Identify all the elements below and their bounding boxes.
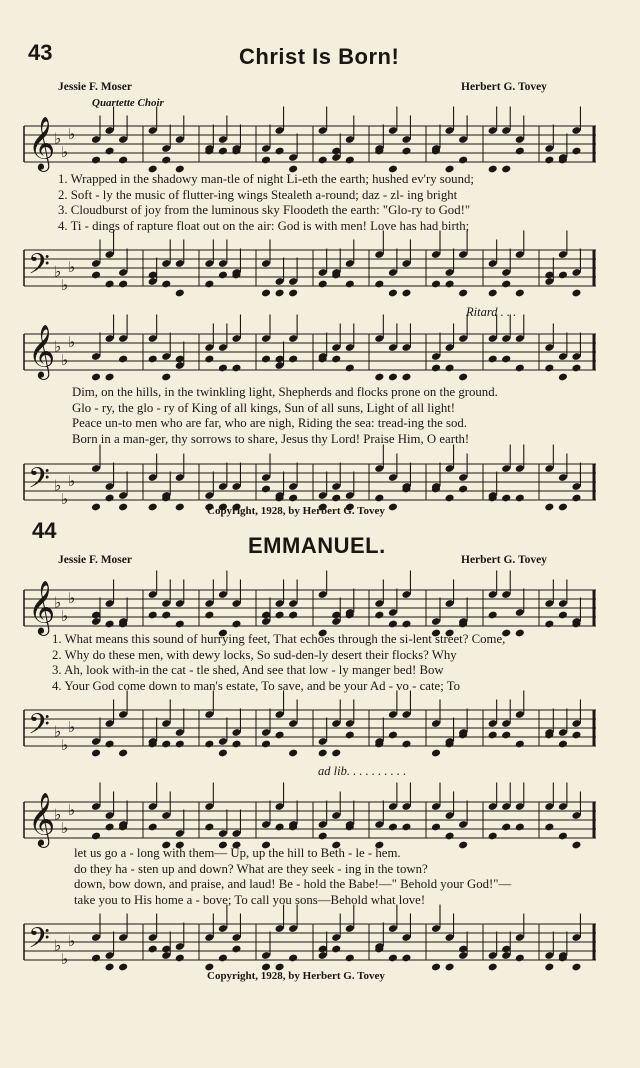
notehead bbox=[204, 611, 214, 620]
flat-icon: ♭ bbox=[68, 333, 76, 351]
flat-icon: ♭ bbox=[54, 593, 62, 612]
bass-staff bbox=[24, 912, 596, 972]
notehead bbox=[91, 373, 101, 382]
lyric-verses bbox=[74, 846, 511, 908]
lyric-line: let us go a - long with them— Up, up the hill to Beth - le - hem. bbox=[74, 846, 401, 860]
notehead bbox=[374, 494, 384, 503]
notehead bbox=[218, 271, 228, 280]
notehead bbox=[105, 373, 115, 382]
notehead bbox=[105, 740, 115, 749]
notehead bbox=[374, 280, 384, 289]
notehead bbox=[374, 373, 384, 382]
flat-icon: ♭ bbox=[61, 143, 69, 161]
notehead bbox=[431, 749, 441, 758]
notehead bbox=[161, 740, 171, 749]
notehead bbox=[118, 503, 128, 512]
notehead bbox=[148, 355, 158, 364]
notehead bbox=[445, 494, 455, 503]
notehead bbox=[501, 823, 511, 832]
notehead bbox=[105, 620, 115, 629]
tempo-marking: ad lib. . . . . . . . . . bbox=[318, 764, 407, 778]
notehead bbox=[218, 364, 228, 373]
notehead bbox=[488, 289, 498, 298]
notehead bbox=[118, 156, 128, 165]
treble-clef-icon: 𝄞 bbox=[28, 579, 56, 634]
treble-staff bbox=[24, 578, 596, 638]
notehead bbox=[458, 156, 468, 165]
notehead bbox=[515, 364, 525, 373]
flat-icon: ♭ bbox=[61, 351, 69, 369]
notehead bbox=[91, 503, 101, 512]
flat-icon: ♭ bbox=[54, 476, 62, 495]
bass-staff bbox=[24, 452, 596, 512]
notehead bbox=[231, 740, 241, 749]
notehead bbox=[91, 156, 101, 165]
lyric-verses bbox=[58, 172, 474, 234]
notehead bbox=[261, 289, 271, 298]
lyric-line: 2. Soft - ly the music of flutter-ing wings Stealeth a-round; daz - zl- ing bright bbox=[58, 187, 458, 202]
notehead bbox=[148, 503, 158, 512]
notehead bbox=[331, 355, 341, 364]
notehead bbox=[388, 954, 398, 963]
flat-icon: ♭ bbox=[68, 472, 76, 490]
tempo-marking: Ritard . . . bbox=[466, 305, 517, 319]
notehead bbox=[431, 280, 441, 289]
flat-icon: ♭ bbox=[61, 736, 69, 754]
flat-icon: ♭ bbox=[54, 805, 62, 824]
lyric-line: 1. Wrapped in the shadowy man-tle of night Li-eth the earth; hushed ev'ry sound; bbox=[58, 172, 474, 186]
notehead bbox=[401, 740, 411, 749]
flat-icon: ♭ bbox=[54, 722, 62, 741]
notehead bbox=[288, 494, 298, 503]
hymn-number: 44 bbox=[32, 518, 57, 543]
treble-staff bbox=[24, 322, 596, 382]
notehead bbox=[345, 364, 355, 373]
notehead bbox=[488, 731, 498, 740]
flat-icon: ♭ bbox=[68, 932, 76, 950]
notehead bbox=[318, 749, 328, 758]
notehead bbox=[571, 731, 581, 740]
notehead bbox=[558, 740, 568, 749]
notehead bbox=[388, 731, 398, 740]
hymn-title: EMMANUEL. bbox=[248, 533, 386, 558]
bass-staff bbox=[24, 238, 596, 298]
lyric-verses bbox=[72, 385, 498, 447]
bass-clef-icon: 𝄢 bbox=[28, 247, 50, 288]
notehead bbox=[345, 280, 355, 289]
notehead bbox=[374, 611, 384, 620]
flat-icon: ♭ bbox=[68, 125, 76, 143]
treble-staff bbox=[24, 114, 596, 174]
treble-staff bbox=[24, 790, 596, 850]
notehead bbox=[388, 503, 398, 512]
notehead bbox=[161, 280, 171, 289]
notehead bbox=[401, 373, 411, 382]
notehead bbox=[91, 271, 101, 280]
notehead bbox=[318, 832, 328, 841]
notehead bbox=[445, 280, 455, 289]
notehead bbox=[175, 740, 185, 749]
treble-clef-icon: 𝄞 bbox=[28, 791, 56, 846]
lyric-line: Peace un-to men who are far, who are nigh, Riding the sea: tread-ing the sod. bbox=[72, 416, 467, 430]
notehead bbox=[515, 494, 525, 503]
notehead bbox=[488, 165, 498, 174]
notehead bbox=[458, 485, 468, 494]
notehead bbox=[91, 749, 101, 758]
notehead bbox=[318, 280, 328, 289]
notehead bbox=[515, 629, 525, 638]
notehead bbox=[571, 963, 581, 972]
notehead bbox=[331, 494, 341, 503]
notehead bbox=[445, 832, 455, 841]
notehead bbox=[558, 611, 568, 620]
notehead bbox=[544, 156, 554, 165]
flat-icon: ♭ bbox=[61, 950, 69, 968]
notehead bbox=[118, 355, 128, 364]
notehead bbox=[488, 355, 498, 364]
flat-icon: ♭ bbox=[54, 129, 62, 148]
notehead bbox=[261, 740, 271, 749]
notehead bbox=[345, 731, 355, 740]
notehead bbox=[431, 963, 441, 972]
notehead bbox=[275, 611, 285, 620]
notehead bbox=[175, 620, 185, 629]
lyricist-credit: Jessie F. Moser bbox=[58, 554, 132, 566]
notehead bbox=[501, 165, 511, 174]
notehead bbox=[218, 954, 228, 963]
notehead bbox=[445, 963, 455, 972]
notehead bbox=[175, 289, 185, 298]
notehead bbox=[515, 954, 525, 963]
notehead bbox=[501, 280, 511, 289]
notehead bbox=[445, 364, 455, 373]
notehead bbox=[218, 749, 228, 758]
flat-icon: ♭ bbox=[68, 801, 76, 819]
notehead bbox=[571, 494, 581, 503]
notehead bbox=[118, 963, 128, 972]
notehead bbox=[275, 289, 285, 298]
notehead bbox=[388, 620, 398, 629]
notehead bbox=[148, 945, 158, 954]
lyric-line: do they ha - sten up and down? What are they seek - ing in the town? bbox=[74, 861, 428, 876]
flat-icon: ♭ bbox=[61, 607, 69, 625]
hymn-number: 43 bbox=[28, 40, 53, 65]
notehead bbox=[571, 147, 581, 156]
lyric-line: Born in a man-ger, thy sorrows to share, Jesus thy Lord! Praise Him, O earth! bbox=[72, 431, 470, 446]
notehead bbox=[331, 749, 341, 758]
notehead bbox=[544, 620, 554, 629]
notehead bbox=[288, 954, 298, 963]
notehead bbox=[175, 503, 185, 512]
notehead bbox=[175, 954, 185, 963]
flat-icon: ♭ bbox=[54, 936, 62, 955]
copyright-notice: Copyright, 1928, by Herbert G. Tovey bbox=[207, 505, 385, 517]
notehead bbox=[388, 823, 398, 832]
notehead bbox=[458, 289, 468, 298]
notehead bbox=[345, 954, 355, 963]
notehead bbox=[488, 611, 498, 620]
notehead bbox=[388, 373, 398, 382]
notehead bbox=[401, 954, 411, 963]
notehead bbox=[401, 620, 411, 629]
bass-clef-icon: 𝄢 bbox=[28, 461, 50, 502]
notehead bbox=[261, 355, 271, 364]
notehead bbox=[105, 280, 115, 289]
notehead bbox=[515, 147, 525, 156]
notehead bbox=[431, 823, 441, 832]
notehead bbox=[288, 355, 298, 364]
notehead bbox=[275, 147, 285, 156]
notehead bbox=[515, 289, 525, 298]
notehead bbox=[544, 503, 554, 512]
flat-icon: ♭ bbox=[54, 337, 62, 356]
notehead bbox=[501, 355, 511, 364]
notehead bbox=[218, 147, 228, 156]
notehead bbox=[91, 954, 101, 963]
notehead bbox=[544, 963, 554, 972]
treble-clef-icon: 𝄞 bbox=[28, 115, 56, 170]
notehead bbox=[288, 611, 298, 620]
notehead bbox=[161, 611, 171, 620]
notehead bbox=[288, 289, 298, 298]
notehead bbox=[148, 823, 158, 832]
flat-icon: ♭ bbox=[68, 718, 76, 736]
lyric-verses bbox=[52, 632, 505, 694]
notehead bbox=[261, 156, 271, 165]
lyric-line: 3. Cloudburst of joy from the luminous sky Floodeth the earth: "Glo-ry to God!" bbox=[58, 203, 471, 217]
composer-credit: Herbert G. Tovey bbox=[461, 81, 547, 93]
notehead bbox=[571, 364, 581, 373]
notehead bbox=[488, 832, 498, 841]
flat-icon: ♭ bbox=[61, 819, 69, 837]
bass-clef-icon: 𝄢 bbox=[28, 707, 50, 748]
notehead bbox=[105, 823, 115, 832]
notehead bbox=[558, 832, 568, 841]
notehead bbox=[231, 620, 241, 629]
choir-note: Quartette Choir bbox=[92, 97, 164, 109]
hymn-title: Christ Is Born! bbox=[239, 44, 400, 69]
notehead bbox=[401, 147, 411, 156]
lyric-line: Glo - ry, the glo - ry of King of all kings, Sun of all suns, Light of all light! bbox=[72, 400, 456, 415]
lyric-line: 3. Ah, look with-in the cat - tle shed, And see that low - ly manger bed! Bow bbox=[52, 663, 444, 677]
notehead bbox=[515, 823, 525, 832]
notehead bbox=[401, 289, 411, 298]
notehead bbox=[204, 355, 214, 364]
notehead bbox=[558, 503, 568, 512]
notehead bbox=[318, 156, 328, 165]
notehead bbox=[105, 963, 115, 972]
notehead bbox=[501, 494, 511, 503]
notehead bbox=[91, 832, 101, 841]
notehead bbox=[544, 364, 554, 373]
notehead bbox=[275, 731, 285, 740]
lyricist-credit: Jessie F. Moser bbox=[58, 81, 132, 93]
notehead bbox=[231, 945, 241, 954]
notehead bbox=[118, 280, 128, 289]
notehead bbox=[204, 740, 214, 749]
bass-staff bbox=[24, 698, 596, 758]
notehead bbox=[204, 823, 214, 832]
notehead bbox=[261, 485, 271, 494]
notehead bbox=[431, 364, 441, 373]
notehead bbox=[458, 373, 468, 382]
copyright-notice: Copyright, 1928, by Herbert G. Tovey bbox=[207, 970, 385, 982]
notehead bbox=[571, 841, 581, 850]
lyric-line: 4. Your God come down to man's estate, To save, and be your Ad - vo - cate; To bbox=[52, 678, 461, 693]
notehead bbox=[161, 156, 171, 165]
notehead bbox=[501, 731, 511, 740]
flat-icon: ♭ bbox=[61, 490, 69, 508]
lyric-line: 2. Why do these men, with dewy locks, So sud-den-ly desert their flocks? Why bbox=[52, 647, 457, 662]
notehead bbox=[558, 373, 568, 382]
bass-clef-icon: 𝄢 bbox=[28, 921, 50, 962]
flat-icon: ♭ bbox=[54, 262, 62, 281]
notehead bbox=[331, 945, 341, 954]
notehead bbox=[231, 364, 241, 373]
notehead bbox=[148, 611, 158, 620]
notehead bbox=[558, 271, 568, 280]
notehead bbox=[204, 280, 214, 289]
notehead bbox=[161, 373, 171, 382]
notehead bbox=[515, 740, 525, 749]
lyric-line: Dim, on the hills, in the twinkling light, Shepherds and flocks prone on the ground. bbox=[72, 385, 498, 399]
notehead bbox=[105, 147, 115, 156]
composer-credit: Herbert G. Tovey bbox=[461, 554, 547, 566]
notehead bbox=[105, 494, 115, 503]
notehead bbox=[488, 963, 498, 972]
notehead bbox=[345, 156, 355, 165]
notehead bbox=[544, 823, 554, 832]
flat-icon: ♭ bbox=[61, 276, 69, 294]
flat-icon: ♭ bbox=[68, 258, 76, 276]
notehead bbox=[288, 749, 298, 758]
notehead bbox=[401, 823, 411, 832]
notehead bbox=[388, 289, 398, 298]
lyric-line: take you to His home a - bove; To call you sons—Behold what love! bbox=[74, 892, 426, 907]
notehead bbox=[275, 823, 285, 832]
flat-icon: ♭ bbox=[68, 589, 76, 607]
lyric-line: 1. What means this sound of hurrying feet, That echoes through the si-lent street? Come, bbox=[52, 632, 506, 646]
lyric-line: 4. Ti - dings of rapture float out on the air: God is with men! Love has had birth; bbox=[58, 218, 470, 233]
treble-clef-icon: 𝄞 bbox=[28, 323, 56, 378]
lyric-line: down, bow down, and praise, and laud! Be - hold the Babe!—" Behold your God!"— bbox=[74, 877, 512, 891]
notehead bbox=[571, 289, 581, 298]
notehead bbox=[118, 749, 128, 758]
